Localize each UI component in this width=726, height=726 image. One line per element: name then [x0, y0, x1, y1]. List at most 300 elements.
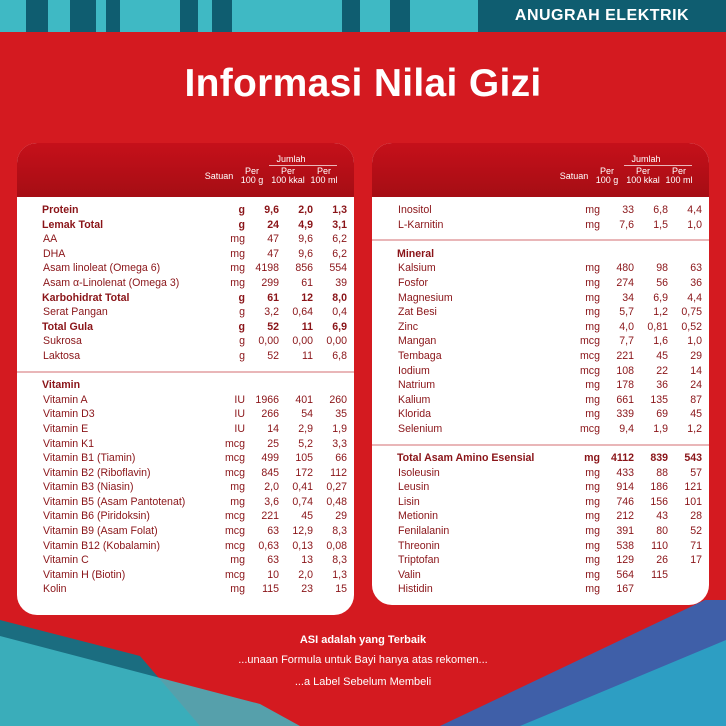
value-per-100g: 5,7: [619, 306, 634, 319]
value-per-100g: 9,4: [619, 422, 634, 435]
nutrient-row: [372, 378, 709, 393]
value-per-100kkal: 69: [656, 408, 668, 421]
decor-stripe: [360, 0, 390, 32]
nutrient-unit: g: [238, 218, 245, 231]
value-per-100ml: 6,9: [332, 320, 347, 333]
value-per-100g: 480: [616, 262, 634, 275]
nutrient-name: Mineral: [397, 247, 435, 260]
nutrient-unit: mg: [585, 379, 600, 392]
nutrient-unit: g: [238, 204, 245, 216]
nutrient-row: [372, 422, 709, 437]
nutrient-name: Vitamin B9 (Asam Folat): [43, 525, 158, 538]
value-per-100kkal: 61: [301, 276, 313, 289]
value-per-100kkal: 36: [656, 379, 668, 392]
nutrient-name: Vitamin H (Biotin): [43, 568, 126, 581]
value-per-100ml: 3,3: [332, 437, 347, 450]
value-per-100ml: 3,1: [332, 218, 347, 231]
nutrient-row: [372, 247, 709, 262]
nutrient-name: Vitamin A: [43, 393, 88, 406]
value-per-100kkal: 23: [301, 583, 313, 596]
value-per-100ml: 112: [330, 466, 347, 479]
value-per-100ml: 1,3: [332, 204, 347, 216]
value-per-100ml: 6,2: [332, 247, 347, 260]
value-per-100ml: 17: [690, 554, 702, 567]
nutrient-unit: mcg: [224, 539, 245, 552]
header-unit-label: 100 g: [595, 175, 619, 185]
value-per-100g: 9,6: [264, 204, 279, 216]
value-per-100g: 845: [261, 466, 279, 479]
value-per-100g: 4,0: [619, 320, 634, 333]
table-header: [372, 143, 709, 197]
nutrient-name: Vitamin K1: [43, 437, 95, 450]
value-per-100kkal: 1,6: [653, 335, 668, 348]
header-satuan: Satuan: [559, 171, 589, 181]
nutrient-name: Laktosa: [43, 349, 81, 362]
value-per-100ml: 1,0: [687, 218, 702, 231]
nutrient-name: Mangan: [398, 335, 437, 348]
nutrient-row: [17, 247, 354, 262]
value-per-100kkal: 2,0: [298, 568, 313, 581]
nutrient-name: Karbohidrat Total: [42, 291, 130, 304]
nutrient-list: [372, 197, 709, 597]
nutrient-unit: mcg: [579, 364, 600, 377]
nutrient-name: Histidin: [398, 583, 433, 596]
value-per-100ml: 4,4: [687, 291, 702, 304]
nutrient-row: [372, 218, 709, 233]
value-per-100g: 391: [616, 525, 634, 538]
value-per-100kkal: 839: [650, 452, 668, 465]
nutrient-row: [17, 349, 354, 364]
value-per-100kkal: 45: [301, 510, 313, 523]
nutrient-name: Selenium: [398, 422, 443, 435]
nutrient-unit: mg: [585, 481, 600, 494]
nutrient-unit: mg: [584, 452, 600, 465]
decor-stripe: [198, 0, 212, 32]
nutrient-row: [17, 334, 354, 349]
nutrient-row: [17, 291, 354, 306]
value-per-100kkal: 88: [656, 466, 668, 479]
nutrient-name: Kalium: [398, 393, 431, 406]
nutrient-name: Vitamin E: [43, 422, 89, 435]
nutrient-unit: g: [238, 291, 245, 304]
value-per-100ml: 543: [684, 452, 702, 465]
value-per-100g: 4198: [255, 262, 279, 275]
value-per-100g: 746: [616, 495, 634, 508]
value-per-100g: 4112: [611, 452, 634, 465]
header-unit-label: 100 ml: [665, 175, 693, 185]
value-per-100ml: 45: [690, 408, 702, 421]
nutrient-name: Isoleusin: [398, 466, 440, 479]
nutrient-unit: mg: [585, 276, 600, 289]
value-per-100g: 499: [261, 452, 279, 465]
nutrient-unit: mg: [585, 306, 600, 319]
nutrient-unit: mg: [230, 233, 245, 246]
value-per-100ml: 24: [690, 379, 702, 392]
nutrition-panel-right: [372, 143, 709, 605]
value-per-100g: 34: [622, 291, 634, 304]
brand-label: ANUGRAH ELEKTRIK: [478, 0, 726, 32]
value-per-100ml: 6,8: [332, 349, 347, 362]
nutrient-unit: mg: [585, 262, 600, 275]
value-per-100g: 63: [267, 525, 279, 538]
nutrient-row: [372, 261, 709, 276]
value-per-100g: 47: [267, 233, 279, 246]
decor-stripe: [232, 0, 342, 32]
value-per-100g: 61: [267, 291, 279, 304]
value-per-100g: 433: [616, 466, 634, 479]
nutrient-unit: mcg: [579, 335, 600, 348]
value-per-100g: 538: [616, 539, 634, 552]
value-per-100ml: 260: [329, 393, 347, 406]
value-per-100kkal: 12,9: [292, 525, 313, 538]
value-per-100kkal: 22: [656, 364, 668, 377]
value-per-100g: 221: [616, 349, 634, 362]
nutrient-unit: mcg: [224, 452, 245, 465]
value-per-100ml: 36: [690, 276, 702, 289]
nutrient-row: [372, 553, 709, 568]
value-per-100ml: 1,3: [332, 568, 347, 581]
nutrient-row: [372, 524, 709, 539]
value-per-100ml: 101: [684, 495, 702, 508]
nutrient-unit: mg: [585, 583, 600, 596]
value-per-100kkal: 13: [301, 554, 313, 567]
value-per-100g: 914: [616, 481, 634, 494]
value-per-100kkal: 0,64: [292, 306, 313, 319]
nutrient-name: Kolin: [43, 583, 67, 596]
value-per-100kkal: 856: [295, 262, 313, 275]
nutrient-row: [372, 480, 709, 495]
value-per-100g: 167: [616, 583, 634, 596]
value-per-100ml: 0,00: [326, 335, 347, 348]
nutrient-row: [372, 276, 709, 291]
value-per-100ml: 57: [690, 466, 702, 479]
nutrient-row: [17, 568, 354, 583]
value-per-100kkal: 2,9: [298, 422, 313, 435]
decor-stripe: [0, 0, 26, 32]
nutrient-unit: mg: [585, 525, 600, 538]
value-per-100kkal: 80: [656, 525, 668, 538]
decor-stripe: [410, 0, 478, 32]
nutrient-unit: mcg: [579, 422, 600, 435]
nutrient-unit: mcg: [224, 525, 245, 538]
value-per-100kkal: 5,2: [298, 437, 313, 450]
nutrient-name: Asam α-Linolenat (Omega 3): [43, 276, 180, 289]
header-unit-label: 100 kkal: [271, 175, 305, 185]
nutrient-unit: g: [238, 320, 245, 333]
nutrient-row: [372, 364, 709, 379]
nutrient-name: Lemak Total: [42, 218, 104, 231]
nutrient-unit: g: [239, 306, 245, 319]
nutrient-row: [17, 451, 354, 466]
nutrient-row: [17, 524, 354, 539]
nutrient-name: Magnesium: [398, 291, 453, 304]
nutrient-row: [17, 553, 354, 568]
value-per-100kkal: 9,6: [298, 247, 313, 260]
top-banner: [0, 0, 726, 32]
value-per-100ml: 63: [690, 262, 702, 275]
value-per-100g: 52: [267, 349, 279, 362]
value-per-100ml: 87: [690, 393, 702, 406]
value-per-100ml: 554: [329, 262, 347, 275]
header-unit-label: 100 g: [240, 175, 264, 185]
value-per-100ml: 8,3: [332, 554, 347, 567]
decor-stripe: [120, 0, 180, 32]
value-per-100ml: 1,9: [332, 422, 347, 435]
nutrient-row: [17, 232, 354, 247]
decor-stripe: [48, 0, 70, 32]
nutrient-row: [17, 539, 354, 554]
nutrient-row: [17, 509, 354, 524]
nutrient-unit: mg: [585, 320, 600, 333]
nutrient-unit: mg: [230, 481, 245, 494]
section-divider: [17, 364, 354, 379]
nutrient-name: Fenilalanin: [398, 525, 450, 538]
page-title: Informasi Nilai Gizi: [184, 62, 542, 105]
value-per-100g: 47: [267, 247, 279, 260]
value-per-100kkal: 43: [656, 510, 668, 523]
nutrient-unit: mg: [585, 204, 600, 216]
nutrient-row: [372, 495, 709, 510]
value-per-100g: 129: [616, 554, 634, 567]
value-per-100ml: 121: [684, 481, 702, 494]
nutrient-name: Asam linoleat (Omega 6): [43, 262, 161, 275]
value-per-100g: 14: [267, 422, 279, 435]
nutrient-row: [17, 466, 354, 481]
value-per-100kkal: 6,9: [653, 291, 668, 304]
value-per-100ml: 29: [335, 510, 347, 523]
value-per-100kkal: 4,9: [298, 218, 313, 231]
value-per-100ml: 0,08: [326, 539, 347, 552]
value-per-100ml: 29: [690, 349, 702, 362]
nutrition-panel-left: [17, 143, 354, 615]
nutrient-name: Zat Besi: [398, 306, 437, 319]
nutrient-unit: IU: [234, 422, 245, 435]
value-per-100ml: 15: [335, 583, 347, 596]
nutrient-name: Tembaga: [398, 349, 442, 362]
decor-waves: [0, 600, 726, 726]
value-per-100kkal: 45: [656, 349, 668, 362]
value-per-100ml: 4,4: [687, 204, 702, 216]
nutrient-name: AA: [43, 233, 58, 246]
value-per-100g: 299: [261, 276, 279, 289]
value-per-100g: 63: [267, 554, 279, 567]
value-per-100kkal: 1,5: [653, 218, 668, 231]
nutrient-row: [372, 451, 709, 466]
nutrient-name: Zinc: [398, 320, 419, 333]
nutrient-name: Klorida: [398, 408, 431, 421]
nutrient-name: Vitamin: [42, 379, 81, 392]
nutrient-name: Protein: [42, 204, 79, 216]
value-per-100kkal: 156: [650, 495, 668, 508]
header-per-label: Per: [244, 166, 259, 176]
value-per-100kkal: 2,0: [298, 204, 313, 216]
value-per-100ml: 0,27: [326, 481, 347, 494]
value-per-100kkal: 105: [295, 452, 313, 465]
value-per-100g: 274: [616, 276, 634, 289]
nutrient-name: Vitamin B12 (Kobalamin): [43, 539, 160, 552]
nutrient-name: Metionin: [398, 510, 439, 523]
value-per-100g: 0,63: [258, 539, 279, 552]
nutrient-name: Serat Pangan: [43, 306, 108, 319]
nutrient-row: [17, 422, 354, 437]
nutrient-row: [17, 276, 354, 291]
nutrient-name: DHA: [43, 247, 66, 260]
value-per-100g: 339: [616, 408, 634, 421]
nutrient-unit: mg: [585, 495, 600, 508]
value-per-100kkal: 115: [651, 568, 668, 581]
nutrient-unit: mg: [585, 510, 600, 523]
header-per-label: Per: [599, 166, 614, 176]
value-per-100ml: 35: [335, 408, 347, 421]
value-per-100ml: 52: [690, 525, 702, 538]
nutrient-row: [372, 291, 709, 306]
nutrient-unit: mg: [585, 466, 600, 479]
value-per-100g: 7,7: [619, 335, 634, 348]
header-per-label: Per: [316, 166, 331, 176]
value-per-100g: 108: [616, 364, 634, 377]
nutrient-row: [372, 568, 709, 583]
nutrient-unit: mg: [230, 583, 245, 596]
nutrient-list: [17, 197, 354, 597]
value-per-100g: 661: [616, 393, 634, 406]
nutrient-row: [372, 539, 709, 554]
value-per-100kkal: 401: [295, 393, 313, 406]
value-per-100ml: 39: [335, 276, 347, 289]
nutrient-row: [372, 320, 709, 335]
section-divider: [372, 232, 709, 247]
nutrient-row: [372, 305, 709, 320]
nutrient-row: [17, 320, 354, 335]
nutrient-unit: mg: [230, 276, 245, 289]
header-per-label: Per: [635, 166, 650, 176]
value-per-100kkal: 6,8: [653, 204, 668, 216]
value-per-100g: 0,00: [258, 335, 279, 348]
value-per-100g: 7,6: [619, 218, 634, 231]
value-per-100ml: 0,52: [681, 320, 702, 333]
nutrient-unit: mg: [585, 539, 600, 552]
footer-line-3: ...a Label Sebelum Membeli: [294, 676, 432, 688]
value-per-100kkal: 26: [656, 554, 668, 567]
value-per-100ml: 14: [690, 364, 702, 377]
nutrient-row: [372, 334, 709, 349]
nutrient-unit: mcg: [224, 568, 245, 581]
value-per-100ml: 8,0: [332, 291, 347, 304]
nutrient-unit: mg: [585, 393, 600, 406]
header-jumlah: Jumlah: [631, 154, 661, 164]
value-per-100g: 10: [267, 568, 279, 581]
header-per-label: Per: [671, 166, 686, 176]
nutrient-name: Vitamin B5 (Asam Pantotenat): [43, 495, 186, 508]
nutrient-row: [17, 218, 354, 233]
nutrient-unit: g: [239, 349, 245, 362]
value-per-100g: 24: [267, 218, 279, 231]
value-per-100ml: 28: [690, 510, 702, 523]
value-per-100kkal: 12: [301, 291, 313, 304]
nutrient-row: [372, 203, 709, 218]
nutrient-name: Natrium: [398, 379, 436, 392]
value-per-100g: 178: [616, 379, 634, 392]
nutrient-unit: IU: [234, 393, 245, 406]
header-satuan: Satuan: [204, 171, 234, 181]
nutrient-name: Inositol: [398, 204, 432, 216]
value-per-100kkal: 135: [650, 393, 668, 406]
value-per-100g: 3,2: [264, 306, 279, 319]
value-per-100g: 2,0: [264, 481, 279, 494]
value-per-100kkal: 186: [650, 481, 668, 494]
nutrient-name: Threonin: [398, 539, 440, 552]
nutrient-name: L-Karnitin: [398, 218, 444, 231]
footer-line-1: ASI adalah yang Terbaik: [299, 634, 427, 646]
value-per-100g: 1966: [255, 393, 279, 406]
nutrient-row: [17, 393, 354, 408]
nutrient-name: Fosfor: [398, 276, 429, 289]
value-per-100kkal: 0,41: [292, 481, 313, 494]
value-per-100g: 52: [267, 320, 279, 333]
nutrient-name: Kalsium: [398, 262, 436, 275]
nutrient-row: [17, 305, 354, 320]
value-per-100ml: 6,2: [332, 233, 347, 246]
value-per-100kkal: 11: [302, 349, 313, 362]
header-unit-label: 100 ml: [310, 175, 338, 185]
value-per-100kkal: 98: [656, 262, 668, 275]
section-divider: [372, 437, 709, 452]
nutrient-unit: mcg: [579, 349, 600, 362]
nutrient-name: Vitamin B2 (Riboflavin): [43, 466, 151, 479]
value-per-100g: 564: [616, 568, 634, 581]
value-per-100kkal: 0,13: [292, 539, 313, 552]
nutrient-name: Total Gula: [42, 320, 94, 333]
value-per-100ml: 8,3: [332, 525, 347, 538]
value-per-100ml: 1,2: [687, 422, 702, 435]
footer-line-2: ...unaan Formula untuk Bayi hanya atas rekomen...: [238, 654, 488, 666]
header-per-label: Per: [280, 166, 295, 176]
value-per-100kkal: 1,2: [653, 306, 668, 319]
decor-shape: [0, 636, 300, 726]
nutrient-name: Total Asam Amino Esensial: [397, 452, 535, 465]
nutrient-unit: mg: [230, 247, 245, 260]
nutrient-row: [372, 582, 709, 597]
value-per-100kkal: 11: [301, 320, 313, 333]
value-per-100ml: 0,48: [326, 495, 347, 508]
nutrient-unit: mg: [230, 262, 245, 275]
nutrient-name: Vitamin B1 (Tiamin): [43, 452, 136, 465]
nutrient-row: [372, 393, 709, 408]
nutrient-unit: mg: [230, 554, 245, 567]
nutrient-row: [372, 349, 709, 364]
nutrient-name: Vitamin B3 (Niasin): [43, 481, 134, 494]
nutrient-row: [17, 203, 354, 218]
nutrient-row: [17, 407, 354, 422]
value-per-100kkal: 54: [301, 408, 313, 421]
nutrient-unit: mg: [585, 568, 600, 581]
value-per-100g: 212: [616, 510, 634, 523]
nutrient-unit: mg: [585, 408, 600, 421]
value-per-100g: 221: [261, 510, 279, 523]
value-per-100ml: 66: [335, 452, 347, 465]
nutrient-name: Valin: [398, 568, 421, 581]
nutrient-name: Leusin: [398, 481, 430, 494]
nutrient-unit: mg: [585, 554, 600, 567]
value-per-100kkal: 9,6: [298, 233, 313, 246]
header-unit-label: 100 kkal: [626, 175, 660, 185]
nutrient-unit: mcg: [224, 437, 245, 450]
nutrient-name: Iodium: [398, 364, 430, 377]
value-per-100kkal: 172: [295, 466, 313, 479]
nutrient-row: [17, 437, 354, 452]
nutrient-unit: mcg: [224, 510, 245, 523]
value-per-100kkal: 0,74: [292, 495, 313, 508]
nutrient-unit: mg: [585, 218, 600, 231]
